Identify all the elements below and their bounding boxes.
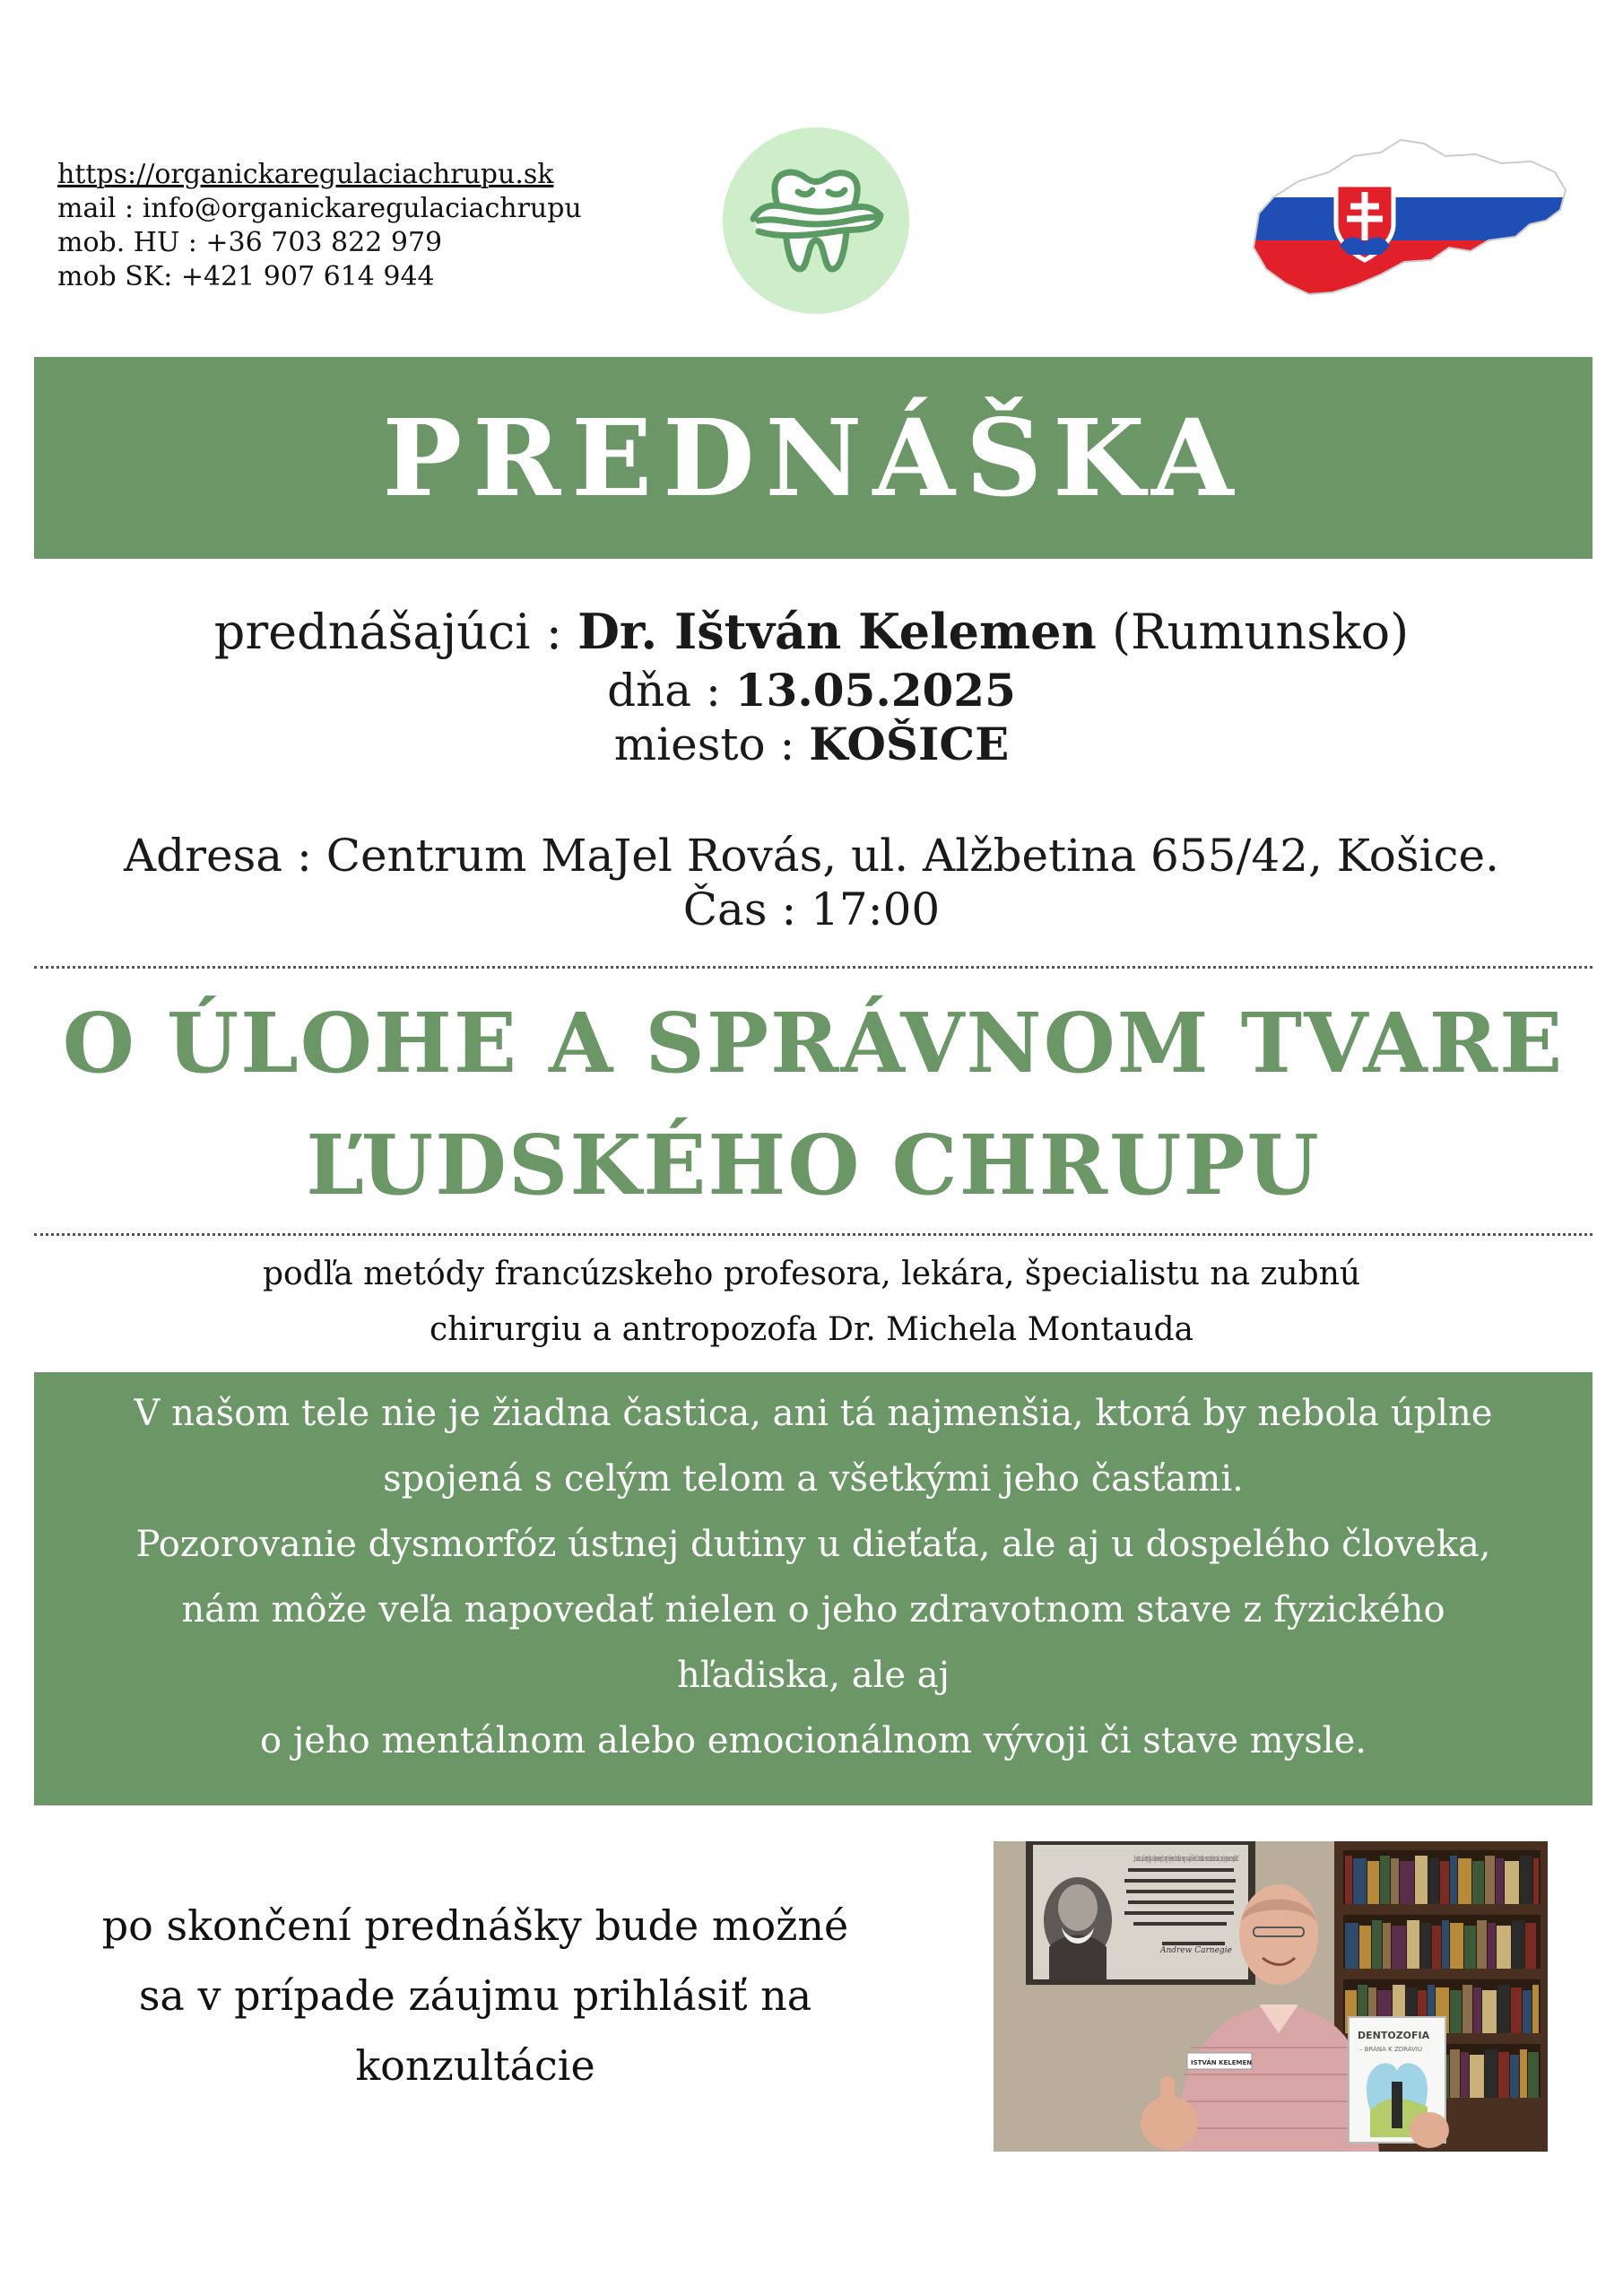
photo-quote	[1133, 1854, 1239, 1864]
phone-hu-line: mob. HU : +36 703 822 979	[57, 227, 443, 258]
book-subtitle: – BRÁNA K ZDRAVIU	[1359, 2046, 1423, 2053]
method-note	[0, 1247, 1623, 1358]
description-line: o jeho mentálnom alebo emocionálnom vývoji či stave mysle.	[260, 1720, 1367, 1761]
name-tag: ISTVÁN KELEMEN	[1191, 2059, 1253, 2066]
address-line: Adresa : Centrum MaJel Rovás, ul. Alžbetina 655/42, Košice.	[124, 830, 1499, 882]
consult-line: konzultácie	[355, 2041, 595, 2090]
book-title: DENTOZOFIA	[1358, 2030, 1430, 2041]
method-line-1: podľa metódy francúzskeho profesora, lekára, špecialistu na zubnú	[262, 1256, 1361, 1292]
place-label: miesto :	[613, 718, 810, 770]
description-line: nám môže veľa napovedať nielen o jeho zdravotnom stave z fyzického	[181, 1589, 1445, 1631]
consult-line: po skončení prednášky bude možné	[101, 1901, 849, 1950]
photo-quote-author: Andrew Carnegie	[1160, 1946, 1232, 1955]
divider-bottom	[34, 1233, 1593, 1236]
description-line: spojená s celým telom a všetkými jeho časťami.	[383, 1458, 1244, 1500]
phone-sk-line: mob SK: +421 907 614 944	[57, 261, 435, 292]
method-line-2: chirurgiu a antropozofa Dr. Michela Montauda	[430, 1311, 1193, 1348]
subtitle-line-2: ĽUDSKÉHO CHRUPU	[306, 1117, 1321, 1213]
description-text	[34, 1381, 1593, 1774]
description-line: V našom tele nie je žiadna častica, ani tá najmenšia, ktorá by nebola úplne	[134, 1393, 1493, 1434]
description-line: Pozorovanie dysmorfóz ústnej dutiny u dieťaťa, ale aj u dospelého človeka,	[135, 1524, 1491, 1565]
time-line: Čas : 17:00	[682, 883, 941, 935]
consultation-note	[54, 1891, 897, 2100]
speaker-line	[0, 603, 1623, 660]
date-line	[0, 664, 1623, 717]
website-link[interactable]: https://organickaregulaciachrupu.sk	[57, 159, 554, 190]
date-value: 13.05.2025	[734, 664, 1016, 717]
page-title: PREDNÁŠKA	[382, 396, 1245, 520]
tooth-logo-icon	[723, 127, 909, 314]
subtitle-line-1: O ÚLOHE A SPRÁVNOM TVARE	[62, 995, 1565, 1091]
place-line	[0, 718, 1623, 770]
speaker-photo	[994, 1841, 1548, 2152]
place-value: KOŠICE	[809, 718, 1010, 770]
speaker-name: Dr. Ištván Kelemen	[577, 603, 1097, 660]
consult-line: sa v prípade záujmu prihlásiť na	[138, 1971, 812, 2020]
description-line: hľadiska, ale aj	[676, 1655, 950, 1696]
mail-line: mail : info@organickaregulaciachrupu	[57, 193, 582, 224]
speaker-origin: (Rumunsko)	[1096, 604, 1410, 660]
slovakia-flag-map-icon	[1246, 135, 1569, 305]
speaker-label: prednášajúci :	[213, 604, 578, 660]
date-label: dňa :	[607, 665, 735, 717]
lecture-subtitle	[34, 982, 1593, 1226]
divider-top	[34, 966, 1593, 969]
contact-block	[57, 158, 685, 294]
